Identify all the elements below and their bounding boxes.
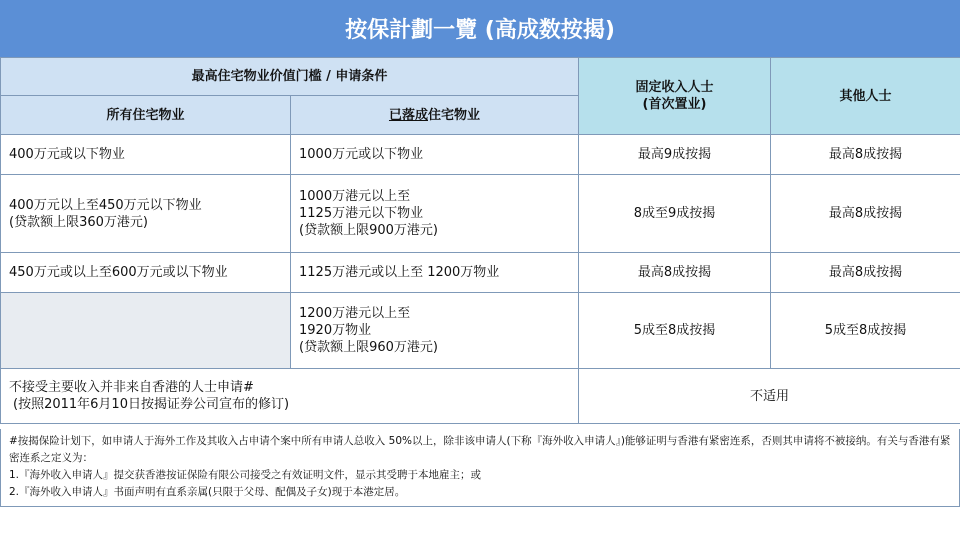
footnotes (0, 429, 960, 507)
fixed-income-cell: 最高8成按揭 (579, 253, 771, 293)
table-row (1, 253, 960, 293)
fixed-income-header: 固定收入人士 (首次置业) (579, 58, 771, 135)
page-title: 按保計劃一覽 (高成数按揭) (0, 0, 960, 58)
completed-property-cell: 1200万港元以上至 1920万物业 (贷款额上限960万港元) (291, 293, 579, 369)
other-cell: 5成至8成按揭 (771, 293, 960, 369)
table-row (1, 175, 960, 253)
completed-property-cell: 1125万港元或以上至 1200万物业 (291, 253, 579, 293)
not-applicable-cell: 不适用 (579, 369, 960, 424)
table-row-excluded (1, 369, 960, 424)
footnote-line: 1.『海外收入申请人』提交获香港按证保险有限公司接受之有效证明文件，显示其受聘于本地雇主；或 (9, 469, 482, 481)
fixed-income-cell: 最高9成按揭 (579, 135, 771, 175)
footnote-line: #按揭保险计划下，如申请人于海外工作及其收入占申请个案中所有申请人总收入 50%以上，除非该申请人(下称『海外收入申请人』)能够证明与香港有紧密连系，否则其申请将不被接纳。有关与香港有紧密连系之定义为： (9, 435, 951, 464)
all-property-cell: 400万元或以下物业 (1, 135, 291, 175)
other-cell: 最高8成按揭 (771, 253, 960, 293)
all-property-header: 所有住宅物业 (1, 96, 291, 135)
table-row (1, 293, 960, 369)
fixed-income-cell: 5成至8成按揭 (579, 293, 771, 369)
all-property-cell: 450万元或以上至600万元或以下物业 (1, 253, 291, 293)
completed-property-cell: 1000万港元以上至 1125万港元以下物业 (贷款额上限900万港元) (291, 175, 579, 253)
footnote-line: 2.『海外收入申请人』书面声明有直系亲属(只限于父母、配偶及子女)现于本港定居。 (9, 486, 406, 498)
other-header: 其他人士 (771, 58, 960, 135)
mortgage-table (0, 57, 960, 424)
table-row (1, 135, 960, 175)
all-property-cell: 400万元以上至450万元以下物业 (贷款额上限360万港元) (1, 175, 291, 253)
other-cell: 最高8成按揭 (771, 175, 960, 253)
other-cell: 最高8成按揭 (771, 135, 960, 175)
all-property-cell-empty (1, 293, 291, 369)
threshold-group-header: 最高住宅物业价值门槛 / 申请条件 (1, 58, 579, 96)
completed-property-header: 已落成住宅物业 (291, 96, 579, 135)
completed-property-cell: 1000万元或以下物业 (291, 135, 579, 175)
excluded-condition-cell: 不接受主要收入并非来自香港的人士申请# (按照2011年6月10日按揭证券公司宣布的修订) (1, 369, 579, 424)
fixed-income-cell: 8成至9成按揭 (579, 175, 771, 253)
